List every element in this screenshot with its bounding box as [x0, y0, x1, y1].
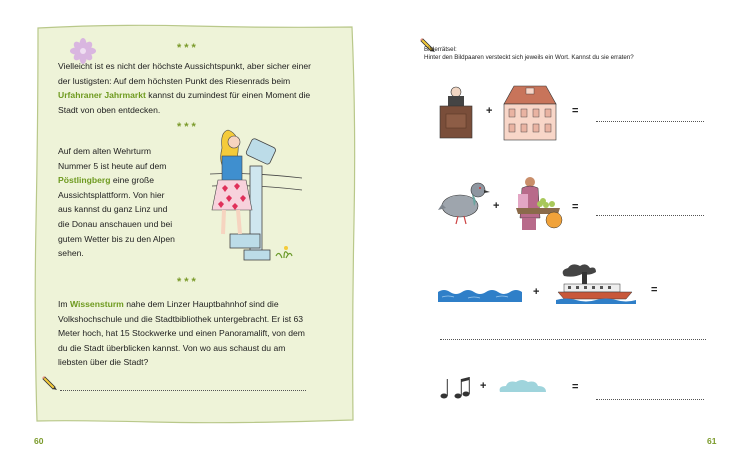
- steamboat-icon: [556, 262, 636, 304]
- answer-line-1[interactable]: [596, 121, 704, 122]
- river-water-icon: [438, 286, 522, 302]
- answer-line-left[interactable]: [60, 390, 306, 391]
- highlight-poestlingberg: Pöstlingberg: [58, 175, 111, 186]
- plus-sign-2: +: [493, 200, 500, 212]
- highlight-wissensturm: Wissensturm: [69, 299, 124, 309]
- paragraph-poestlingberg: Auf dem alten Wehrturm Nummer 5 ist heute auf dem Pöstlingberg eine große Aussichtsplattform. Von hier aus kannst du ganz Linz und die Donau anschauen und bei gutem Wetter bis zu den Alpen sehen.: [58, 146, 175, 259]
- answer-line-4[interactable]: [596, 399, 704, 400]
- equals-sign-4: =: [572, 381, 579, 393]
- paragraph-wissensturm: Im Wissensturm nahe dem Linzer Hauptbahnhof sind die Volkshochschule und die Stadtbibliothek untergebracht. Er ist 63 Meter hoch, hat 15 Stockwerke und einen Panoramalift, von dem du die Stadt überblicken kannst. Von wo aus schaust du am liebsten über die Stadt?: [58, 299, 305, 368]
- pigeon-icon: [438, 178, 490, 226]
- answer-line-2[interactable]: [596, 215, 704, 216]
- plus-sign-1: +: [486, 105, 493, 117]
- puzzle-instruction: Hinter den Bildpaaren versteckt sich jeweils ein Wort. Kannst du sie erraten?: [424, 54, 634, 61]
- girl-telescope-illustration: [190, 126, 306, 268]
- plus-sign-4: +: [480, 380, 487, 392]
- market-vendor-icon: [510, 174, 566, 232]
- divider-stars-1: ***: [177, 42, 199, 54]
- plus-sign-3: +: [533, 286, 540, 298]
- music-notes-icon: [438, 376, 470, 400]
- page-number-right: 61: [707, 436, 717, 446]
- divider-stars-3: ***: [177, 276, 199, 288]
- highlight-urfahraner-jahrmarkt: Urfahraner Jahrmarkt: [58, 90, 146, 101]
- equals-sign-2: =: [572, 201, 579, 213]
- page-number-left: 60: [34, 436, 44, 446]
- puzzle-title: Bilderrätsel:: [424, 46, 457, 53]
- equals-sign-3: =: [651, 284, 658, 296]
- paragraph-ferris-wheel: Vielleicht ist es nicht der höchste Aussichtspunkt, aber sicher einer der lustigsten: Auf dem höchsten Punkt des Riesenrads beim Urfahraner Jahrmarkt kannst du zumindest für einen Moment die Stadt von oben entdecken.: [58, 61, 312, 115]
- equals-sign-1: =: [572, 105, 579, 117]
- judge-at-desk-icon: [438, 84, 474, 140]
- cloud-icon: [498, 378, 548, 394]
- pencil-icon: [42, 375, 58, 391]
- answer-line-3[interactable]: [440, 339, 706, 340]
- divider-stars-2: ***: [177, 121, 199, 133]
- large-house-icon: [500, 82, 560, 142]
